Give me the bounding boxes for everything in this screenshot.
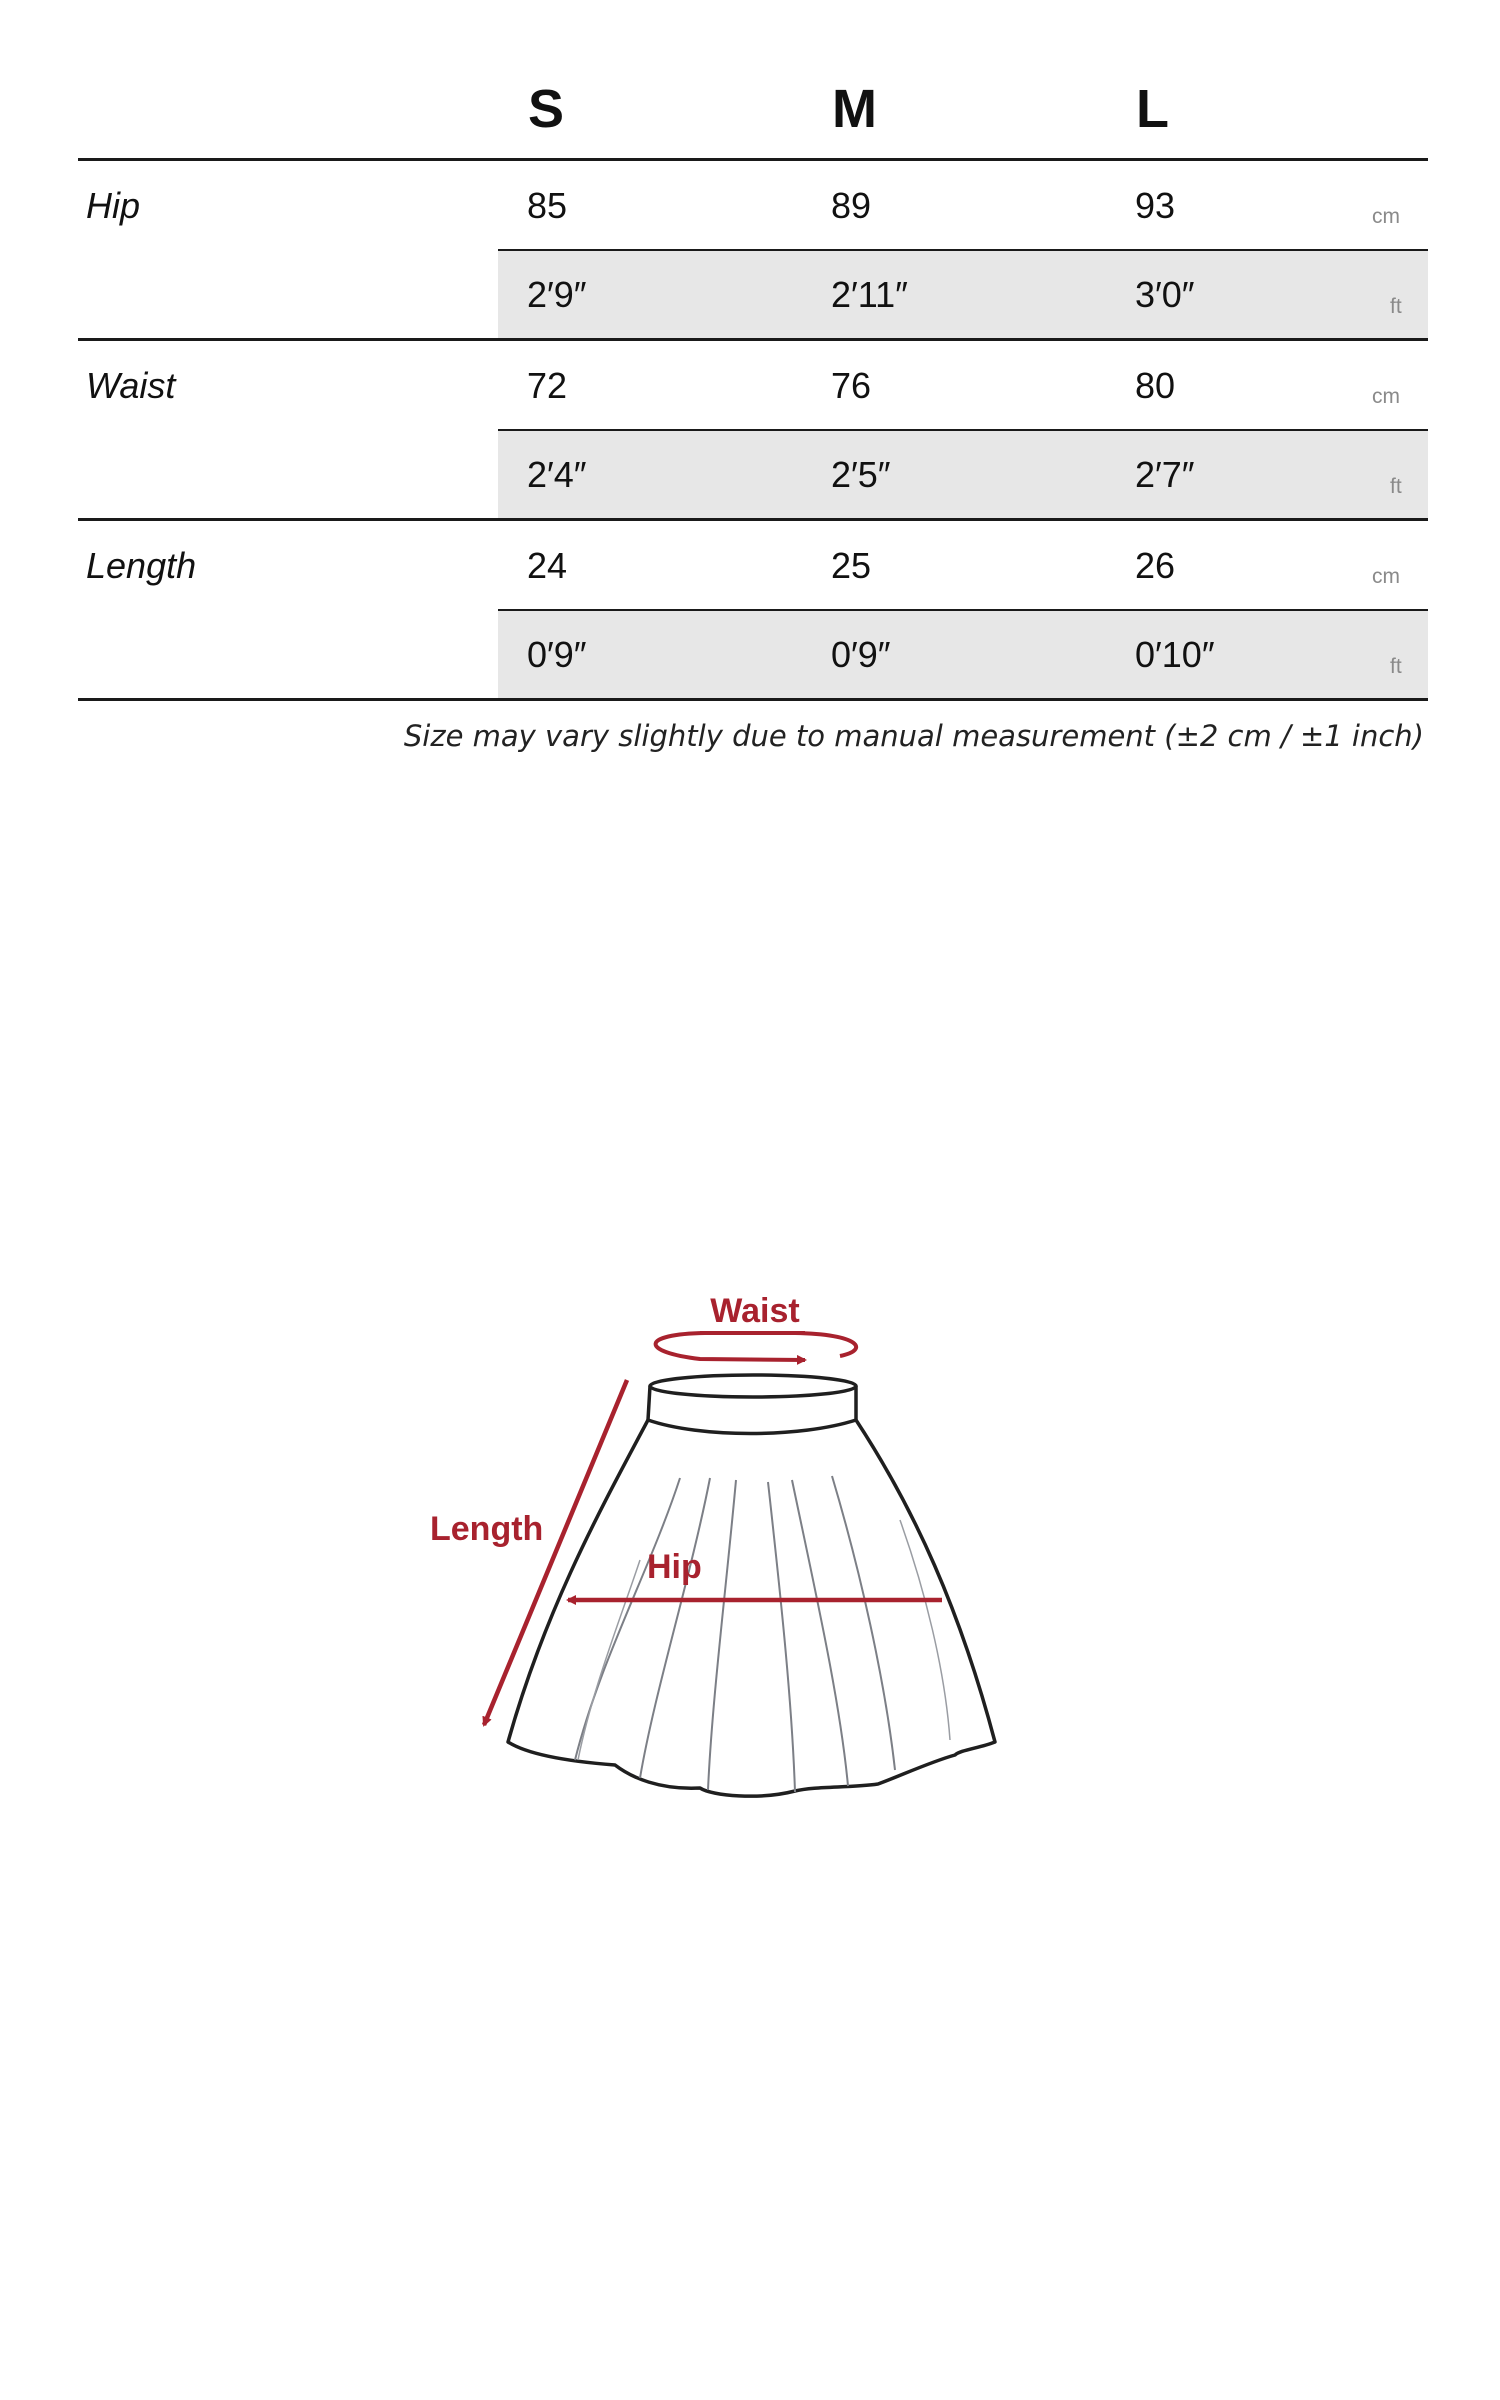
row-label-waist: Waist xyxy=(86,365,176,406)
skirt-measurement-diagram xyxy=(0,1240,1500,1840)
size-header-m: M xyxy=(832,79,877,139)
table-top-rule xyxy=(78,158,1428,161)
waist-m-ft: 2′5″ xyxy=(831,454,891,495)
row-label-hip: Hip xyxy=(86,185,141,226)
waist-unit-ft: ft xyxy=(1390,475,1402,498)
length-s-ft: 0′9″ xyxy=(527,634,587,675)
length-ft-row-bg xyxy=(498,611,1428,699)
length-unit-cm: cm xyxy=(1372,565,1400,588)
length-m-cm: 25 xyxy=(831,545,872,586)
waist-divider xyxy=(498,429,1428,431)
hip-unit-ft: ft xyxy=(1390,295,1402,318)
length-label: Length xyxy=(430,1510,544,1548)
length-l-cm: 26 xyxy=(1135,545,1176,586)
length-unit-ft: ft xyxy=(1390,655,1402,678)
hip-label: Hip xyxy=(647,1548,702,1586)
hip-divider xyxy=(498,249,1428,251)
length-m-ft: 0′9″ xyxy=(831,634,891,675)
length-l-ft: 0′10″ xyxy=(1135,634,1215,675)
row-label-length: Length xyxy=(86,545,197,586)
waist-s-cm: 72 xyxy=(527,365,568,406)
waist-l-cm: 80 xyxy=(1135,365,1176,406)
table-bottom-rule xyxy=(78,698,1428,701)
waist-s-ft: 2′4″ xyxy=(527,454,587,495)
length-s-cm: 24 xyxy=(527,545,568,586)
waist-m-cm: 76 xyxy=(831,365,872,406)
waist-ft-row-bg xyxy=(498,431,1428,519)
waist-label: Waist xyxy=(710,1292,800,1330)
size-header-l: L xyxy=(1136,79,1169,139)
hip-s-cm: 85 xyxy=(527,185,568,226)
hip-m-ft: 2′11″ xyxy=(831,274,908,315)
hip-unit-cm: cm xyxy=(1372,205,1400,228)
waist-unit-cm: cm xyxy=(1372,385,1400,408)
hip-l-ft: 3′0″ xyxy=(1135,274,1195,315)
hip-s-ft: 2′9″ xyxy=(527,274,587,315)
size-header-s: S xyxy=(528,79,565,139)
waist-l-ft: 2′7″ xyxy=(1135,454,1195,495)
hip-ft-row-bg xyxy=(498,251,1428,339)
waist-measure-arrow xyxy=(656,1333,857,1360)
hip-bottom-rule xyxy=(78,338,1428,341)
hip-m-cm: 89 xyxy=(831,185,872,226)
length-divider xyxy=(498,609,1428,611)
hip-l-cm: 93 xyxy=(1135,185,1176,226)
skirt-outline xyxy=(508,1375,995,1796)
waist-bottom-rule xyxy=(78,518,1428,521)
measurement-note: Size may vary slightly due to manual measurement (±2 cm / ±1 inch) xyxy=(403,719,1424,753)
